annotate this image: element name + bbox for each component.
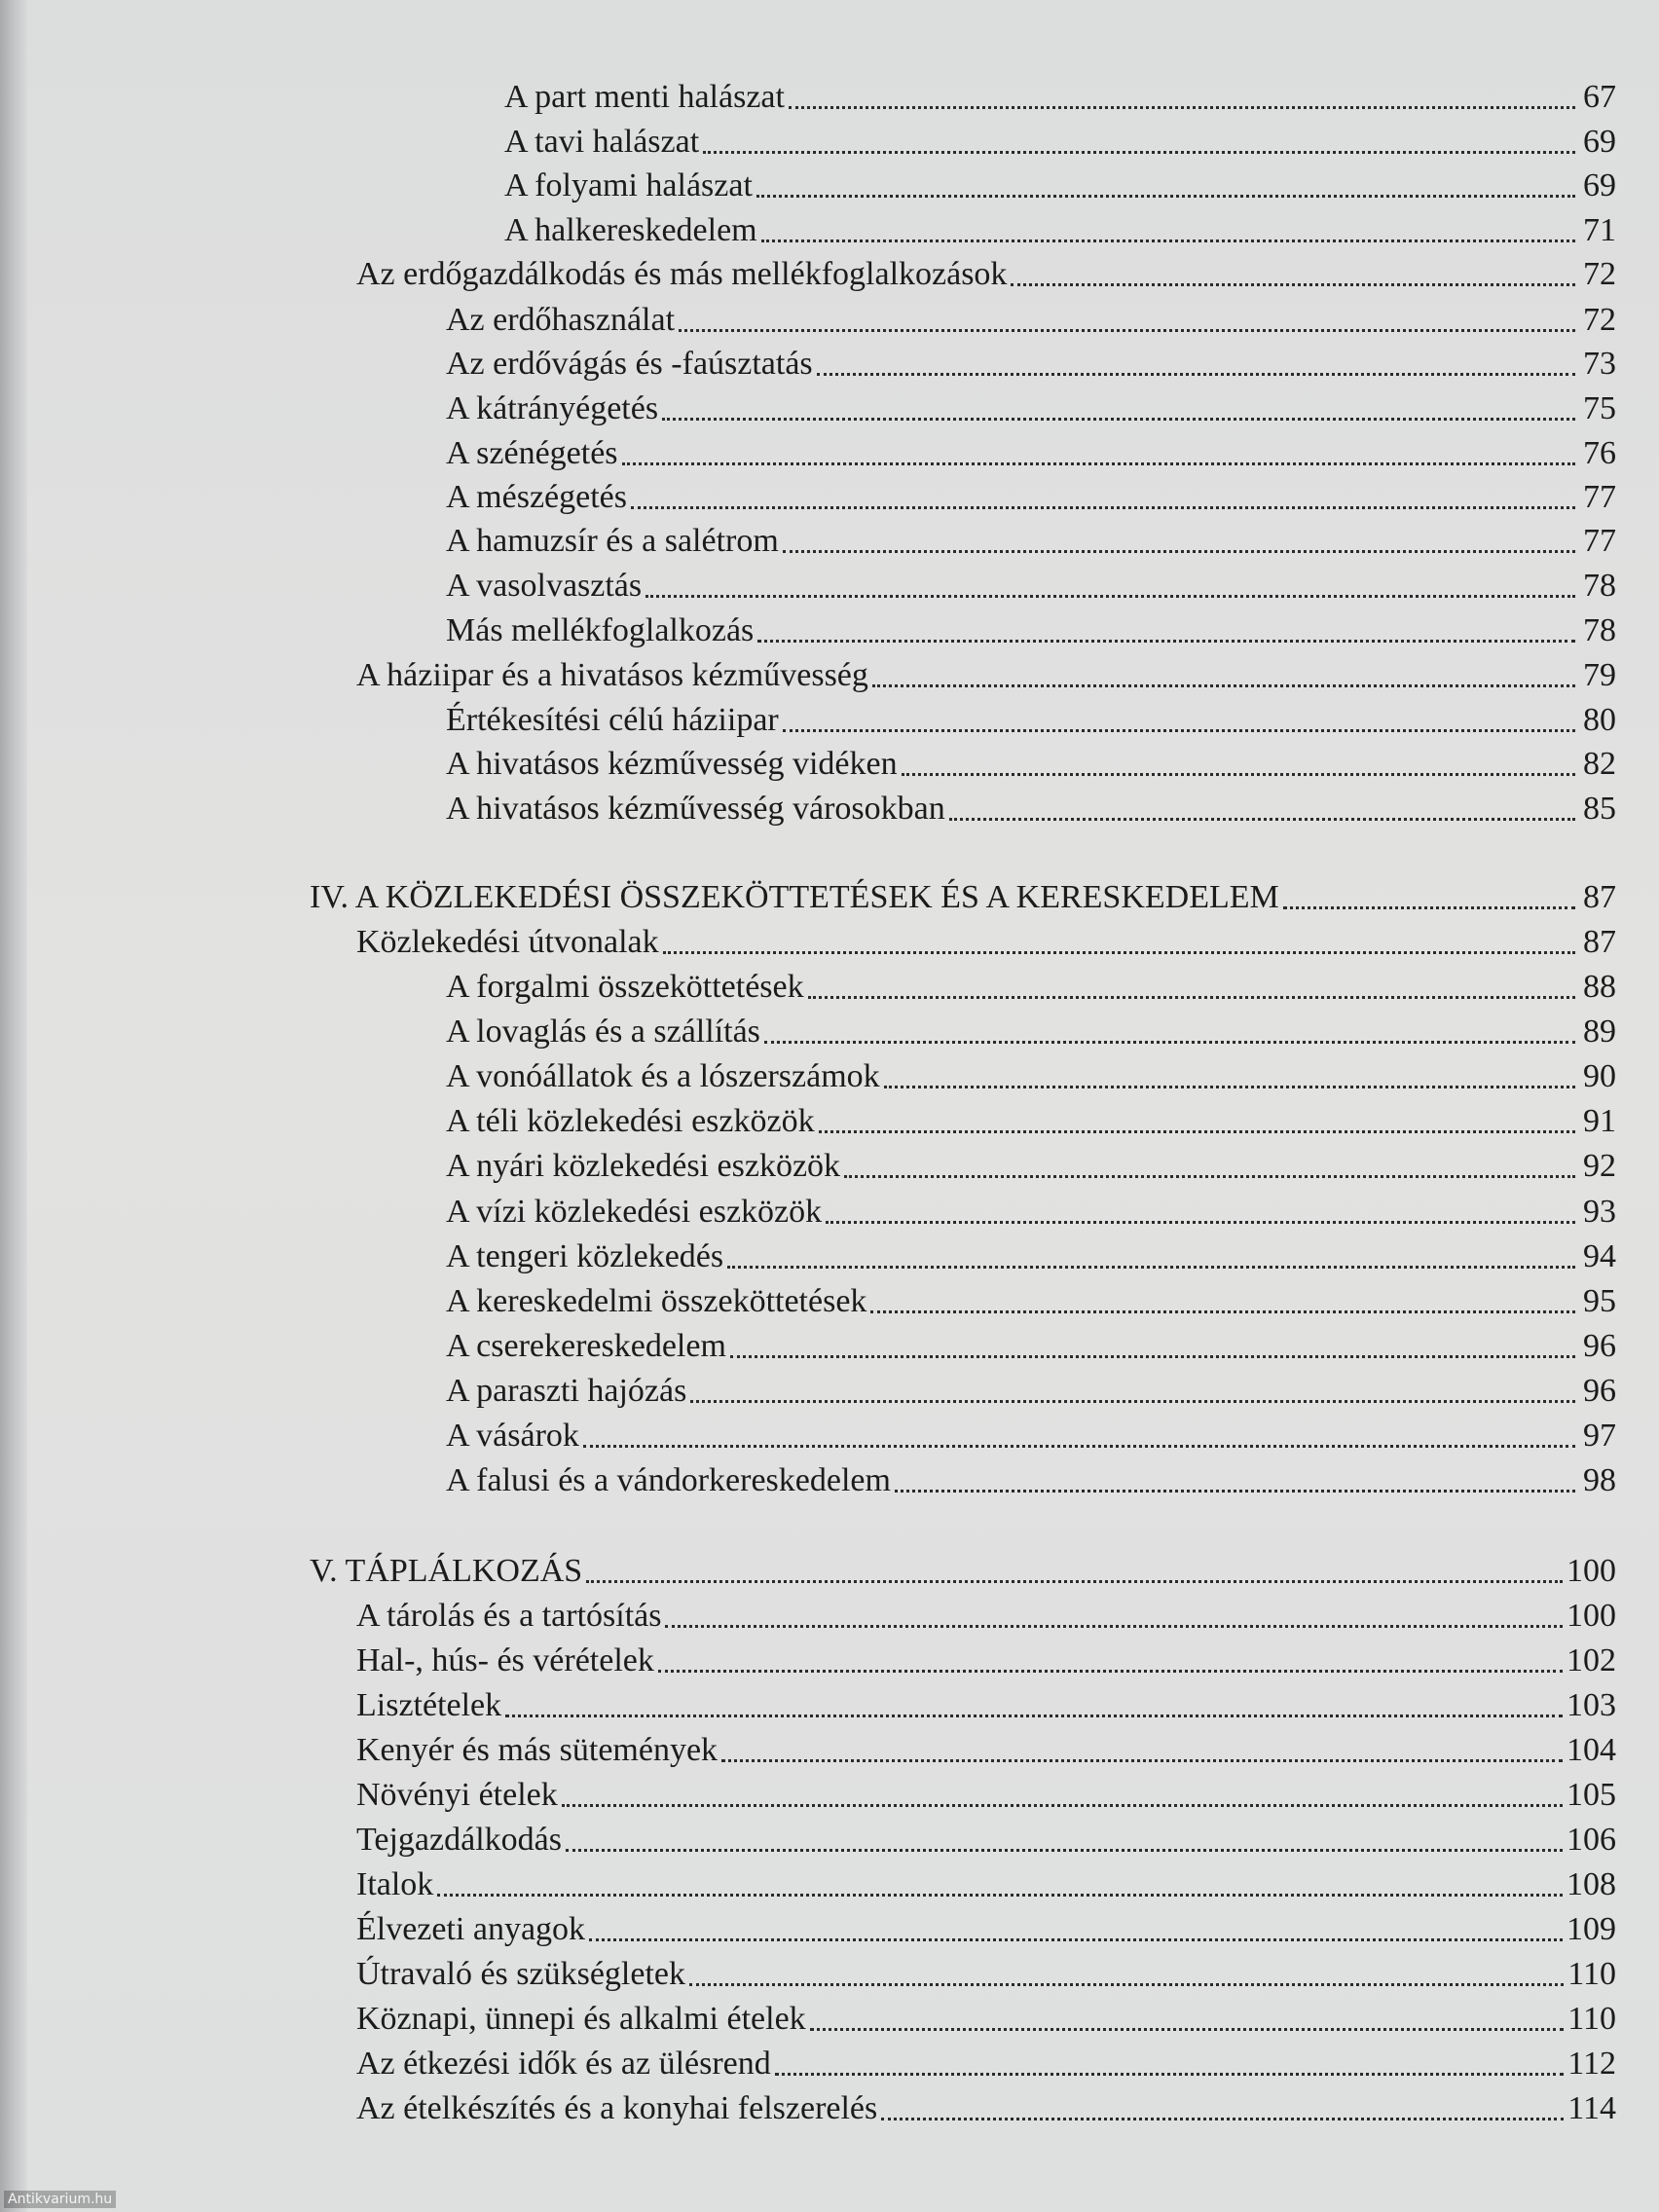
toc-entry-page-number: 109 bbox=[1567, 1911, 1616, 1947]
toc-entry-page-number: 69 bbox=[1583, 124, 1616, 160]
toc-entry-page-number: 71 bbox=[1583, 212, 1616, 248]
toc-entry-title: A hamuzsír és a salétrom bbox=[446, 523, 779, 559]
toc-entry-page-number: 110 bbox=[1567, 1956, 1616, 1992]
toc-entry bbox=[310, 784, 1616, 829]
toc-entry bbox=[310, 117, 1616, 162]
toc-entry-title: A lovaglás és a szállítás bbox=[446, 1014, 760, 1050]
toc-entry-page-number: 95 bbox=[1583, 1283, 1616, 1319]
dot-leader bbox=[437, 1893, 1563, 1897]
toc-entry-page-number: 96 bbox=[1583, 1373, 1616, 1409]
dot-leader bbox=[586, 1579, 1563, 1583]
dot-leader bbox=[808, 995, 1575, 999]
dot-leader bbox=[566, 1848, 1563, 1852]
toc-entry-page-number: 114 bbox=[1567, 2090, 1616, 2126]
toc-entry-title: Növényi ételek bbox=[356, 1777, 558, 1813]
dot-leader bbox=[679, 328, 1575, 332]
toc-entry-title: A hivatásos kézművesség városokban bbox=[446, 791, 945, 827]
toc-entry bbox=[310, 72, 1616, 117]
toc-entry-page-number: 67 bbox=[1583, 79, 1616, 115]
toc-entry-page-number: 105 bbox=[1567, 1777, 1616, 1813]
toc-entry-page-number: 94 bbox=[1583, 1238, 1616, 1274]
toc-entry-title: A kátrányégetés bbox=[446, 390, 659, 426]
dot-leader bbox=[631, 505, 1575, 509]
dot-leader bbox=[817, 372, 1575, 376]
toc-entry-title: A halkereskedelem bbox=[504, 212, 757, 248]
dot-leader bbox=[895, 1489, 1575, 1493]
toc-entry bbox=[310, 1411, 1616, 1456]
toc-entry-page-number: 89 bbox=[1583, 1014, 1616, 1050]
dot-leader bbox=[658, 1669, 1563, 1673]
toc-entry-title: A folyami halászat bbox=[504, 167, 753, 203]
toc-entry-page-number: 76 bbox=[1583, 435, 1616, 471]
dot-leader bbox=[1283, 905, 1575, 909]
toc-entry-page-number: 78 bbox=[1583, 568, 1616, 604]
toc-entry-title: Az étkezési idők és az ülésrend bbox=[356, 2046, 771, 2082]
toc-entry-title: A vízi közlekedési eszközök bbox=[446, 1194, 823, 1230]
dot-leader bbox=[562, 1803, 1563, 1807]
toc-entry-page-number: 98 bbox=[1583, 1462, 1616, 1498]
dot-leader bbox=[730, 1354, 1575, 1358]
dot-leader bbox=[949, 817, 1575, 821]
toc-entry-page-number: 73 bbox=[1583, 346, 1616, 382]
toc-entry-page-number: 97 bbox=[1583, 1418, 1616, 1454]
dot-leader bbox=[1011, 282, 1575, 286]
toc-entry bbox=[310, 339, 1616, 384]
dot-leader bbox=[665, 1624, 1563, 1628]
toc-entry-page-number: 77 bbox=[1583, 479, 1616, 515]
toc-entry-title: Lisztételek bbox=[356, 1687, 502, 1723]
dot-leader bbox=[884, 1085, 1575, 1088]
dot-leader bbox=[881, 2117, 1564, 2120]
toc-entry-page-number: 91 bbox=[1583, 1103, 1616, 1139]
toc-entry-page-number: 79 bbox=[1583, 657, 1616, 693]
book-spine-shadow bbox=[0, 0, 27, 2212]
toc-entry-title: Az erdőgazdálkodás és más mellékfoglalkozások bbox=[356, 256, 1008, 292]
toc-entry bbox=[310, 1187, 1616, 1232]
toc-entry bbox=[310, 205, 1616, 250]
dot-leader bbox=[826, 1220, 1575, 1224]
watermark: Antikvarium.hu bbox=[4, 2191, 116, 2208]
dot-leader bbox=[645, 594, 1575, 598]
toc-entry bbox=[310, 1949, 1616, 1994]
toc-entry-title: Más mellékfoglalkozás bbox=[446, 612, 755, 648]
toc-entry bbox=[310, 295, 1616, 340]
toc-entry-page-number: 87 bbox=[1583, 879, 1616, 915]
dot-leader bbox=[663, 950, 1575, 954]
toc-entry-page-number: 112 bbox=[1567, 2046, 1616, 2082]
dot-leader bbox=[844, 1174, 1575, 1178]
toc-entry bbox=[310, 161, 1616, 205]
toc-entry-page-number: 78 bbox=[1583, 612, 1616, 648]
toc-entry-title: A falusi és a vándorkereskedelem bbox=[446, 1462, 891, 1498]
toc-entry bbox=[310, 2083, 1616, 2128]
toc-entry bbox=[310, 561, 1616, 606]
dot-leader bbox=[703, 150, 1575, 154]
toc-entry bbox=[310, 1591, 1616, 1636]
toc-entry-page-number: 82 bbox=[1583, 746, 1616, 782]
toc-entry-page-number: 75 bbox=[1583, 390, 1616, 426]
toc-entry bbox=[310, 1321, 1616, 1366]
toc-entry-title: Hal-, hús- és vérételek bbox=[356, 1642, 654, 1678]
toc-entry-title: Közlekedési útvonalak bbox=[356, 924, 659, 960]
toc-entry-page-number: 88 bbox=[1583, 969, 1616, 1005]
toc-entry-title: Értékesítési célú háziipar bbox=[446, 702, 779, 738]
book-page bbox=[27, 0, 1659, 2212]
toc-entry-title: A szénégetés bbox=[446, 435, 618, 471]
toc-entry-title: A tengeri közlekedés bbox=[446, 1238, 724, 1274]
toc-entry bbox=[310, 1770, 1616, 1815]
toc-entry bbox=[310, 1096, 1616, 1141]
dot-leader bbox=[819, 1129, 1575, 1133]
toc-entry bbox=[310, 1636, 1616, 1680]
dot-leader bbox=[690, 1399, 1575, 1403]
toc-entry bbox=[310, 428, 1616, 473]
dot-leader bbox=[757, 639, 1575, 643]
toc-entry bbox=[310, 2039, 1616, 2083]
dot-leader bbox=[761, 239, 1575, 242]
toc-entry-title: Köznapi, ünnepi és alkalmi ételek bbox=[356, 2001, 806, 2037]
dot-leader bbox=[775, 2072, 1564, 2076]
toc-entry-title: A mészégetés bbox=[446, 479, 627, 515]
toc-entry-title: Élvezeti anyagok bbox=[356, 1911, 586, 1947]
toc-entry bbox=[310, 1141, 1616, 1186]
dot-leader bbox=[689, 1982, 1564, 1986]
toc-entry-title: A téli közlekedési eszközök bbox=[446, 1103, 815, 1139]
toc-entry bbox=[310, 606, 1616, 650]
toc-entry-title: A tárolás és a tartósítás bbox=[356, 1598, 662, 1634]
toc-entry-title: A vasolvasztás bbox=[446, 568, 643, 604]
toc-entry-title: Útravaló és szükségletek bbox=[356, 1956, 685, 1992]
toc-entry-page-number: 72 bbox=[1583, 302, 1616, 338]
toc-entry-page-number: 92 bbox=[1583, 1148, 1616, 1184]
toc-entry bbox=[310, 1680, 1616, 1725]
toc-entry-title: A paraszti hajózás bbox=[446, 1373, 687, 1409]
toc-entry-page-number: 103 bbox=[1567, 1687, 1616, 1723]
toc-entry-title: Az erdőhasználat bbox=[446, 302, 676, 338]
toc-entry-title: Kenyér és más sütemények bbox=[356, 1732, 719, 1768]
toc-entry bbox=[310, 1232, 1616, 1276]
toc-entry bbox=[310, 1276, 1616, 1321]
toc-entry-title: Italok bbox=[356, 1866, 434, 1902]
dot-leader bbox=[721, 1758, 1563, 1762]
toc-entry bbox=[310, 1546, 1616, 1591]
dot-leader bbox=[662, 417, 1575, 421]
dot-leader bbox=[727, 1265, 1575, 1269]
toc-entry-title: A forgalmi összeköttetések bbox=[446, 969, 804, 1005]
toc-entry bbox=[310, 1994, 1616, 2039]
toc-entry-page-number: 100 bbox=[1567, 1553, 1616, 1589]
dot-leader bbox=[622, 461, 1575, 465]
toc-entry-page-number: 90 bbox=[1583, 1058, 1616, 1094]
dot-leader bbox=[756, 194, 1575, 198]
toc-entry-title: Az erdővágás és -faúsztatás bbox=[446, 346, 813, 382]
toc-entry bbox=[310, 1815, 1616, 1860]
toc-entry-title: A vonóállatok és a lószerszámok bbox=[446, 1058, 880, 1094]
toc-entry-title: A háziipar és a hivatásos kézművesség bbox=[356, 657, 868, 693]
toc-entry-title: A part menti halászat bbox=[504, 79, 785, 115]
toc-entry bbox=[310, 872, 1616, 917]
toc-entry-page-number: 85 bbox=[1583, 791, 1616, 827]
dot-leader bbox=[764, 1040, 1575, 1044]
dot-leader bbox=[872, 683, 1575, 687]
toc-entry-page-number: 87 bbox=[1583, 924, 1616, 960]
toc-entry bbox=[310, 472, 1616, 517]
toc-entry bbox=[310, 1904, 1616, 1949]
dot-leader bbox=[589, 1937, 1563, 1941]
dot-leader bbox=[783, 549, 1575, 553]
toc-entry-page-number: 72 bbox=[1583, 256, 1616, 292]
toc-entry bbox=[310, 1860, 1616, 1904]
toc-entry-page-number: 80 bbox=[1583, 702, 1616, 738]
toc-entry bbox=[310, 962, 1616, 1007]
dot-leader bbox=[583, 1444, 1575, 1448]
dot-leader bbox=[870, 1309, 1575, 1313]
toc-entry bbox=[310, 695, 1616, 740]
toc-entry-page-number: 100 bbox=[1567, 1598, 1616, 1634]
toc-entry bbox=[310, 384, 1616, 428]
toc-entry-title: A kereskedelmi összeköttetések bbox=[446, 1283, 867, 1319]
toc-entry-title: Az ételkészítés és a konyhai felszerelés bbox=[356, 2090, 878, 2126]
toc-entry-page-number: 110 bbox=[1567, 2001, 1616, 2037]
toc-entry-title: A vásárok bbox=[446, 1418, 579, 1454]
toc-entry-page-number: 104 bbox=[1567, 1732, 1616, 1768]
toc-entry-page-number: 93 bbox=[1583, 1194, 1616, 1230]
toc-entry-title: IV. A KÖZLEKEDÉSI ÖSSZEKÖTTETÉSEK ÉS A KERESKEDELEM bbox=[310, 879, 1279, 915]
toc-entry-title: V. TÁPLÁLKOZÁS bbox=[310, 1553, 583, 1589]
toc-entry-title: A hivatásos kézművesség vidéken bbox=[446, 746, 898, 782]
toc-entry bbox=[310, 917, 1616, 962]
toc-entry-page-number: 108 bbox=[1567, 1866, 1616, 1902]
toc-entry bbox=[310, 1051, 1616, 1096]
toc-entry bbox=[310, 1007, 1616, 1051]
toc-entry-page-number: 96 bbox=[1583, 1328, 1616, 1364]
toc-entry-title: Tejgazdálkodás bbox=[356, 1822, 562, 1858]
dot-leader bbox=[810, 2027, 1565, 2031]
toc-entry-page-number: 102 bbox=[1567, 1642, 1616, 1678]
toc-entry bbox=[310, 249, 1616, 294]
dot-leader bbox=[902, 772, 1575, 776]
toc-entry bbox=[310, 1456, 1616, 1500]
toc-entry bbox=[310, 739, 1616, 784]
dot-leader bbox=[789, 105, 1575, 109]
toc-entry-title: A tavi halászat bbox=[504, 124, 700, 160]
toc-entry bbox=[310, 650, 1616, 695]
toc-entry-page-number: 106 bbox=[1567, 1822, 1616, 1858]
toc-entry bbox=[310, 1725, 1616, 1770]
toc-entry-page-number: 77 bbox=[1583, 523, 1616, 559]
toc-entry-title: A nyári közlekedési eszközök bbox=[446, 1148, 841, 1184]
toc-entry-page-number: 69 bbox=[1583, 167, 1616, 203]
toc-entry bbox=[310, 1366, 1616, 1411]
toc-entry-title: A cserekereskedelem bbox=[446, 1328, 726, 1364]
toc-entry bbox=[310, 516, 1616, 561]
dot-leader bbox=[783, 728, 1575, 732]
dot-leader bbox=[505, 1714, 1563, 1717]
